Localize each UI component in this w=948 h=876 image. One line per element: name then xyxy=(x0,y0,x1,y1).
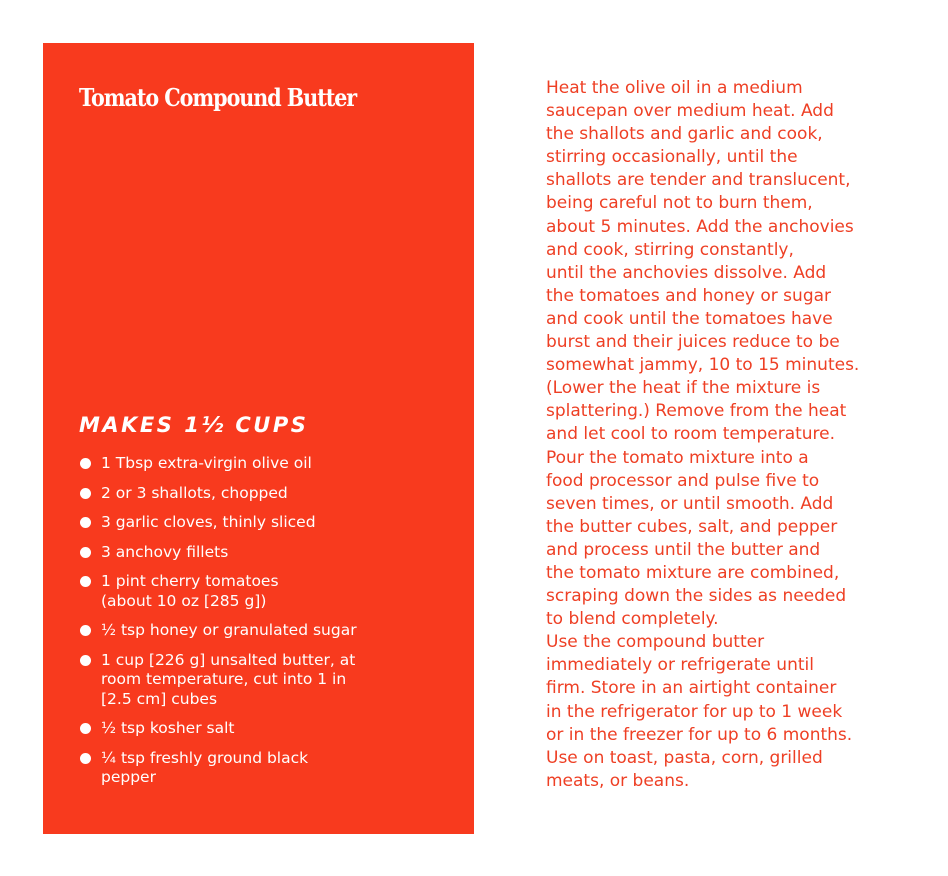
bullet-icon xyxy=(80,753,91,764)
ingredient-text: ½ tsp honey or granulated sugar xyxy=(101,621,357,639)
ingredient-text: 1 pint cherry tomatoes (about 10 oz [285 g]) xyxy=(101,572,279,610)
ingredient-text: 2 or 3 shallots, chopped xyxy=(101,483,288,502)
ingredients-list xyxy=(79,454,449,798)
ingredient-text: ¼ tsp freshly ground black pepper xyxy=(101,748,309,786)
ingredient-text: ½ tsp kosher salt xyxy=(101,719,235,737)
bullet-icon xyxy=(80,547,91,558)
bullet-icon xyxy=(80,723,91,734)
ingredient-text: 1 cup [226 g] unsalted butter, at room temperature, cut into 1 in [2.5 cm] cubes xyxy=(101,650,356,708)
method-paragraph: Heat the olive oil in a medium saucepan over medium heat. Add the shallots and garlic and cook, stirring occasionally, until the shallots are tender and translucent, being careful not to burn them, about 5 minutes. Add the anchovies and cook, stirring constantly, until the anchovies dissolve. Add the tomatoes and honey or sugar and cook until the tomatoes have burst and their juices reduce to be somewhat jammy, 10 to 15 minutes. (Lower the heat if the mixture is splattering.) Remove from the heat and let cool to room temperature. xyxy=(546,78,860,445)
recipe-method xyxy=(546,77,926,793)
method-paragraph: Use the compound butter immediately or refrigerate until firm. Store in an airtight container in the refrigerator for up to 1 week or in the freezer for up to 6 months. xyxy=(546,632,853,745)
ingredient-text: 3 anchovy fillets xyxy=(101,542,229,561)
recipe-panel xyxy=(43,43,474,834)
ingredient-item xyxy=(79,543,449,563)
ingredient-item xyxy=(79,749,449,788)
ingredient-item xyxy=(79,572,449,611)
method-paragraph: Use on toast, pasta, corn, grilled meats, or beans. xyxy=(546,747,823,791)
ingredient-item xyxy=(79,484,449,504)
ingredient-text: 1 Tbsp extra-virgin olive oil xyxy=(101,454,312,472)
ingredient-item xyxy=(79,513,449,533)
bullet-icon xyxy=(80,655,91,666)
bullet-icon xyxy=(80,458,91,469)
method-paragraph: Pour the tomato mixture into a food processor and pulse five to seven times, or until smooth. Add the butter cubes, salt, and pepper and process until the butter and the tomato mixture are combined, scraping down the sides as needed to blend completely. xyxy=(546,447,847,630)
ingredient-item xyxy=(79,651,449,710)
bullet-icon xyxy=(80,625,91,636)
ingredient-text: 3 garlic cloves, thinly sliced xyxy=(101,513,316,531)
bullet-icon xyxy=(80,517,91,528)
ingredient-item xyxy=(79,454,449,474)
bullet-icon xyxy=(80,576,91,587)
ingredient-item xyxy=(79,621,449,641)
recipe-yield: MAKES 1½ CUPS xyxy=(79,413,309,437)
bullet-icon xyxy=(80,488,91,499)
ingredient-item xyxy=(79,719,449,739)
recipe-title: Tomato Compound Butter xyxy=(79,83,357,112)
